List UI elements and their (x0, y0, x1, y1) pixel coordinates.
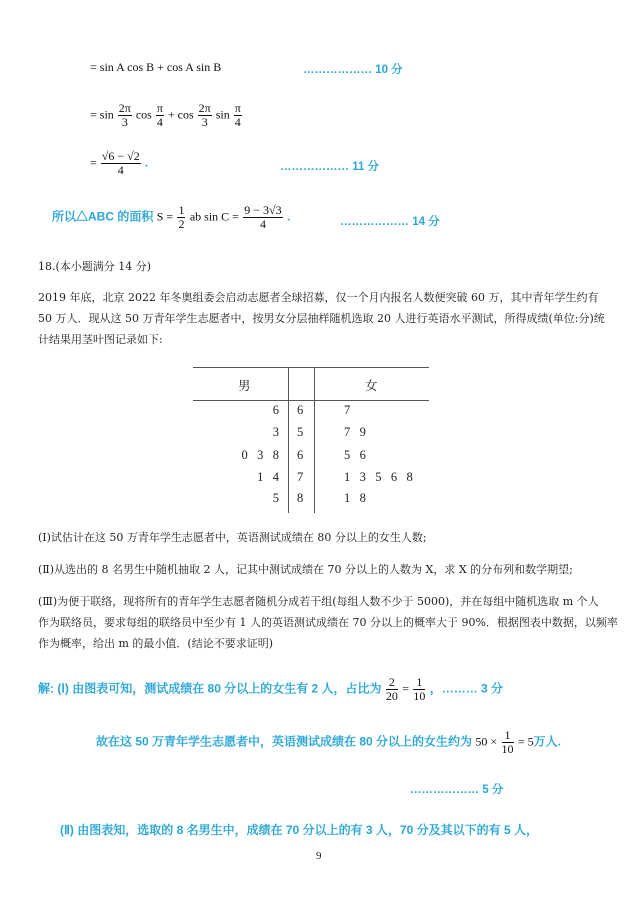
table-top-rule (193, 367, 429, 368)
left-leaf-row: 1 4 (257, 470, 279, 484)
period: . (144, 155, 149, 170)
question-3-line-2: 作为联络员，要求每组的联络员中至少有 1 人的英语测试成绩在 70 分以上的概率大于 90%．根据图表中数据，以频率 (38, 616, 618, 629)
problem-number: 18.(本小题满分 14 分) (38, 260, 152, 273)
term-sin: sin (215, 107, 230, 122)
stem-value: 6 (297, 403, 304, 417)
page-number: 9 (316, 850, 322, 862)
score-10: ……………… 10 分 (303, 64, 403, 76)
answer-part-1 (38, 676, 503, 703)
stem-value: 7 (297, 470, 304, 484)
equation-text: = sin A cos B + cos A sin B (90, 60, 222, 74)
fraction: $\frac{9 - 3√3}{4}$ (244, 203, 282, 231)
right-leaf-row: 5 6 (344, 448, 366, 462)
equals-sign: = (402, 681, 410, 696)
score-11: ……………… 11 分 (280, 161, 380, 173)
area-label: 所以△ABC 的面积 (52, 209, 154, 224)
math-term: 50 × (475, 734, 498, 749)
answer-part-1-conclusion (96, 729, 561, 756)
equals-sign: = (90, 155, 97, 170)
fraction: $\frac{\pi}{4}$ (156, 101, 163, 129)
left-leaf-row: 6 (272, 403, 279, 417)
score-14: ……………… 14 分 (340, 216, 440, 228)
fraction: $\frac{1}{10}$ (501, 728, 514, 756)
score-5: ……………… 5 分 (410, 784, 504, 796)
header-male: 男 (238, 379, 251, 393)
right-leaf-row: 7 9 (344, 425, 366, 439)
right-leaf-row: 1 8 (344, 491, 366, 505)
question-3-line-1: (Ⅲ)为便于联络，现将所有的青年学生志愿者随机分成若干组(每组人数不少于 5000)，并在每组中随机选取 m 个人 (38, 595, 599, 608)
answer-part-2: (Ⅱ) 由图表知，选取的 8 名男生中，成绩在 70 分以上的有 3 人，70 分及其以下的有 5 人， (60, 823, 538, 837)
term-plus-cos: + cos (167, 107, 194, 122)
right-leaf-row: 1 3 5 6 8 (344, 470, 413, 484)
fraction: $\frac{1}{10}$ (413, 675, 426, 703)
question-1: (Ⅰ)试估计在这 50 万青年学生志愿者中，英语测试成绩在 80 分以上的女生人数; (38, 531, 427, 544)
math-term: = 5 (517, 734, 534, 749)
term-sin: = sin (90, 107, 114, 122)
answer-text: 故在这 50 万青年学生志愿者中，英语测试成绩在 80 分以上的女生约为 (96, 734, 473, 749)
answer-tail: 万人. (533, 734, 561, 749)
header-female: 女 (365, 379, 378, 393)
table-header-rule (193, 400, 429, 401)
term-cos: cos (135, 107, 152, 122)
area-conclusion (52, 204, 290, 231)
problem-paragraph: 2019 年底，北京 2022 年冬奥组委会启动志愿者全球招募，仅一个月内报名人数便突破 60 万，其中青年学生约有 50 万人．现从这 50 万青年学生志愿者中，按男女分层抽样随机选取 20 人进行英语水平测试，所得成绩(单位:分)统计结果用茎叶图记录如下: (38, 291, 605, 346)
question-2: (Ⅱ)从选出的 8 名男生中随机抽取 2 人，记其中测试成绩在 70 分以上的人数为 X，求 X 的分布列和数学期望; (38, 563, 573, 576)
answer-text: 解: (Ⅰ) 由图表可知，测试成绩在 80 分以上的女生有 2 人，占比为 (38, 681, 382, 696)
area-symbol: S = (156, 209, 174, 224)
left-leaf-row: 3 (272, 425, 279, 439)
left-leaf-row: 5 (272, 491, 279, 505)
question-3-line-3: 作为概率，给出 m 的最小值．(结论不要求证明) (38, 637, 274, 650)
equation-line-2 (90, 102, 243, 129)
stem-value: 8 (297, 491, 304, 505)
fraction: $\frac{\pi}{4}$ (234, 101, 241, 129)
equation-line-1 (90, 60, 221, 75)
fraction: $\frac{1}{2}$ (178, 203, 185, 231)
formula-middle: ab sin C = (189, 209, 239, 224)
equation-line-3 (90, 150, 148, 177)
score-3: ，……… 3 分 (429, 681, 504, 696)
stem-value: 5 (297, 425, 304, 439)
table-left-divider (288, 367, 289, 513)
period: . (286, 209, 291, 224)
fraction: $\frac{2\pi}{3}$ (198, 101, 211, 129)
fraction: $\frac{2}{20}$ (385, 675, 398, 703)
stem-leaf-plot (193, 367, 429, 514)
fraction: $\frac{2\pi}{3}$ (118, 101, 131, 129)
left-leaf-row: 0 3 8 (241, 448, 279, 462)
table-right-divider (314, 367, 315, 513)
stem-value: 6 (297, 448, 304, 462)
fraction: $\frac{√6 - √2}{4}$ (101, 149, 140, 177)
right-leaf-row: 7 (344, 403, 351, 417)
